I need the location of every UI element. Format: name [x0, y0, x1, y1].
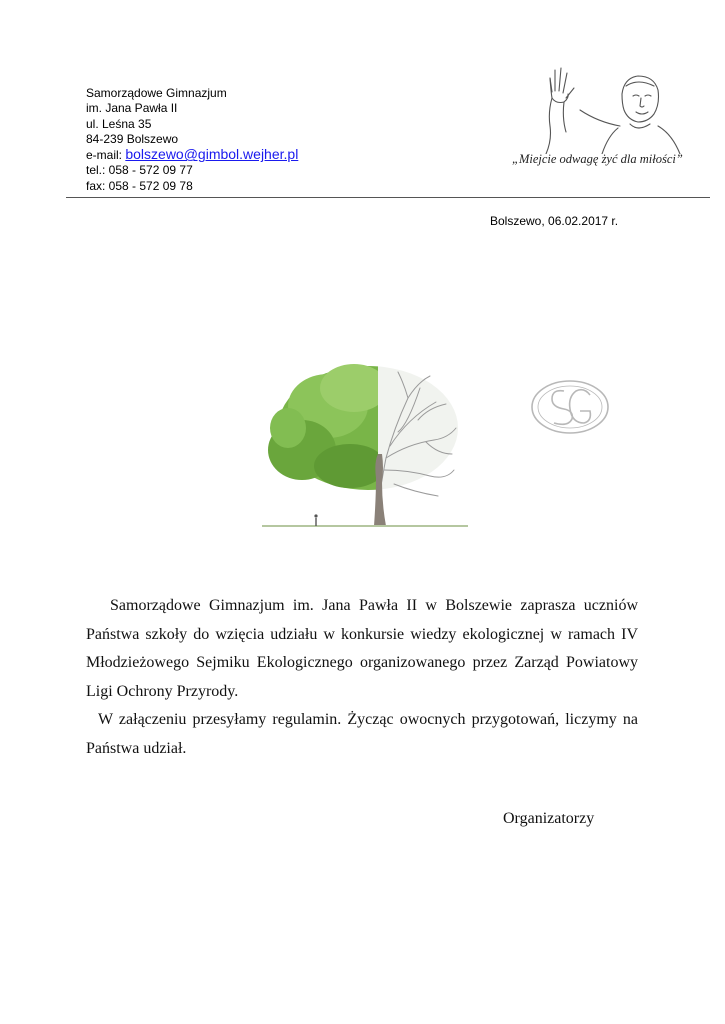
- school-contact-block: [86, 86, 298, 194]
- school-postal-city: 84-239 Bolszewo: [86, 131, 179, 146]
- school-patron: im. Jana Pawła II: [86, 101, 178, 116]
- letter-paragraph-attachment: W załączeniu przesyłamy regulamin. Życząc owocnych przygotowań, liczymy na Państwa udział.: [86, 711, 638, 757]
- place-date: Bolszewo, 06.02.2017 r.: [490, 214, 619, 228]
- pope-portrait-sketch: [538, 62, 688, 154]
- school-monogram-logo: [528, 377, 612, 437]
- school-email-line: [86, 147, 298, 163]
- header-divider: [66, 197, 710, 198]
- school-motto: „Miejcie odwagę żyć dla miłości”: [512, 152, 683, 166]
- tree-illustration: [258, 358, 470, 532]
- letter-paragraph-invitation: Samorządowe Gimnazjum im. Jana Pawła II w Bolszewie zaprasza uczniów Państwa szkoły do wzięcia udziału w konkursie wiedzy ekologicznej w ramach IV Młodzieżowego Sejmiku Ekologicznego organizowanego przez Zarząd Powiatowy Ligi Ochrony Przyrody.: [86, 597, 638, 700]
- school-phone: tel.: 058 - 572 09 77: [86, 163, 193, 178]
- school-fax: fax: 058 - 572 09 78: [86, 178, 193, 193]
- letter-body: [86, 592, 638, 764]
- school-name: Samorządowe Gimnazjum: [86, 86, 227, 100]
- email-link[interactable]: bolszewo@gimbol.wejher.pl: [125, 146, 299, 163]
- letter-signature: Organizatorzy: [503, 810, 595, 827]
- email-label: e-mail:: [86, 148, 126, 163]
- school-street: ul. Leśna 35: [86, 116, 152, 131]
